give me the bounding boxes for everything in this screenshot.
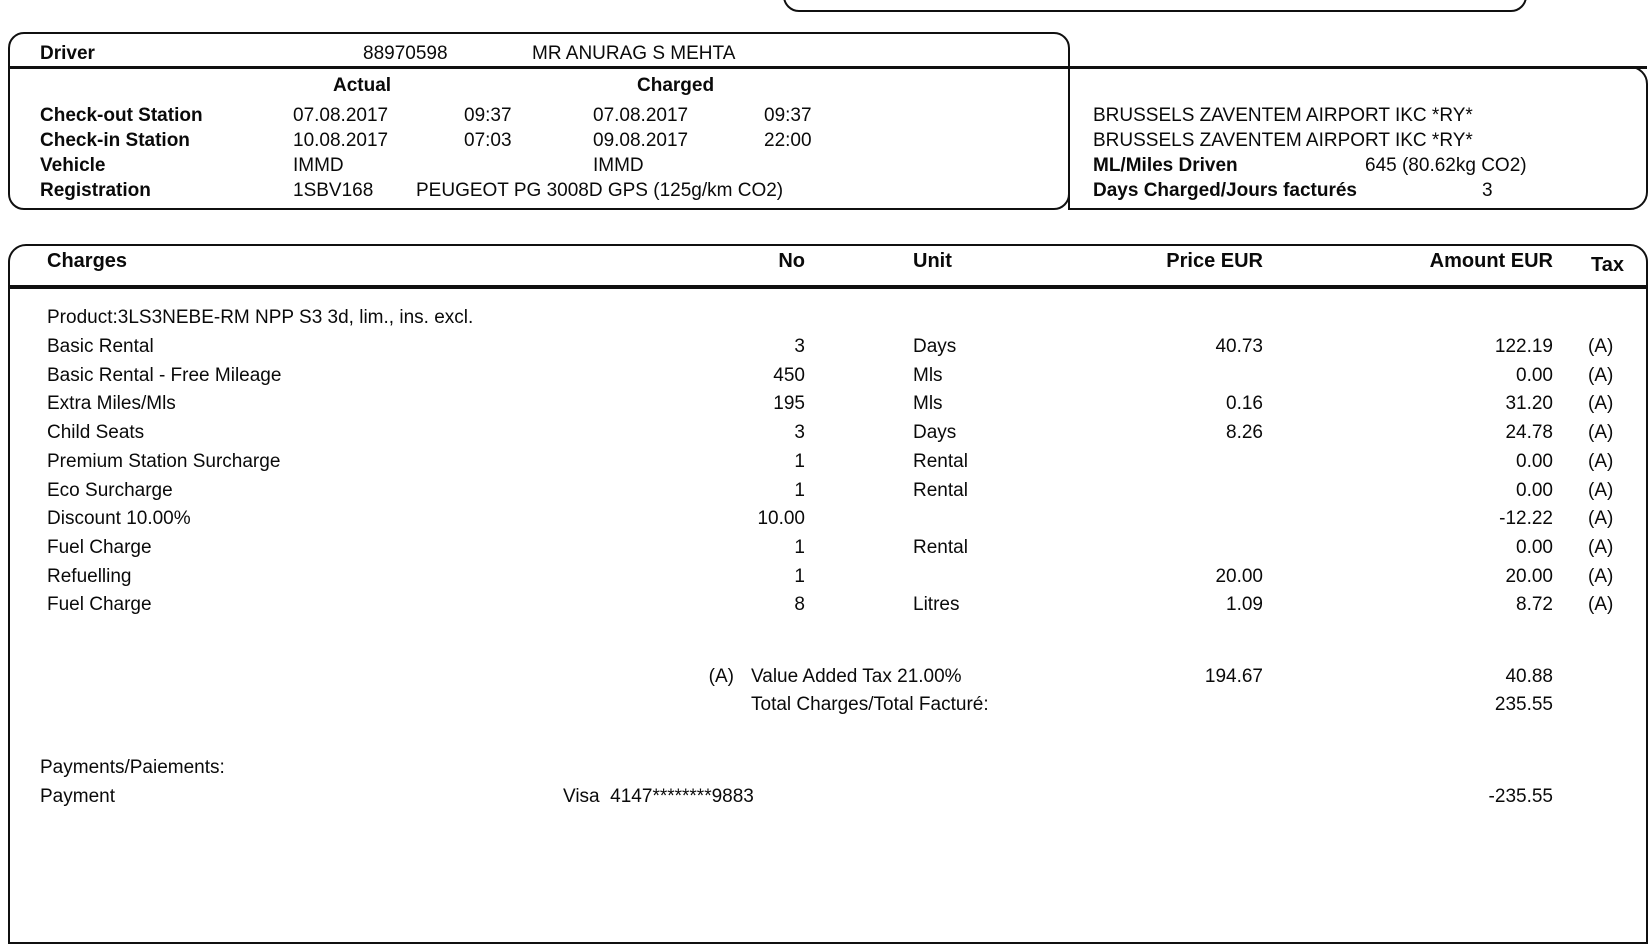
- vat-base: 194.67: [1204, 666, 1263, 687]
- charge-no: 1: [794, 480, 805, 501]
- charge-row: [0, 336, 1651, 365]
- column-header-charged: Charged: [637, 75, 715, 96]
- amount-header-label: Amount EUR: [1429, 250, 1553, 272]
- top-partial-box: [783, 0, 1527, 12]
- charge-unit: Days: [913, 422, 957, 443]
- registration-label: Registration: [40, 180, 151, 201]
- checkout-actual-time: 09:37: [464, 105, 512, 126]
- charge-no: 3: [794, 336, 805, 357]
- checkout-actual-date: 07.08.2017: [293, 105, 389, 126]
- charge-tax: (A): [1588, 422, 1614, 443]
- charge-amount: 122.19: [1494, 336, 1553, 357]
- miles-driven-value: 645 (80.62kg CO2): [1365, 155, 1527, 176]
- driver-number: 88970598: [363, 43, 448, 64]
- charge-tax: (A): [1588, 508, 1614, 529]
- charge-price: 0.16: [1226, 393, 1263, 414]
- charge-tax: (A): [1588, 336, 1614, 357]
- checkout-charged-time: 09:37: [764, 105, 812, 126]
- charge-name: Eco Surcharge: [47, 480, 173, 501]
- registration-description: PEUGEOT PG 3008D GPS (125g/km CO2): [416, 180, 784, 201]
- charge-amount: -12.22: [1499, 508, 1553, 529]
- days-charged-value: 3: [1482, 180, 1493, 201]
- vat-amount: 40.88: [1505, 666, 1553, 687]
- checkin-station-name: BRUSSELS ZAVENTEM AIRPORT IKC *RY*: [1093, 130, 1473, 151]
- charge-no: 1: [794, 537, 805, 558]
- vehicle-charged-value: IMMD: [593, 155, 644, 176]
- charge-row: [0, 566, 1651, 595]
- checkin-actual-time: 07:03: [464, 130, 512, 151]
- charge-name: Fuel Charge: [47, 594, 152, 615]
- vat-row: [0, 666, 1651, 695]
- driver-name: MR ANURAG S MEHTA: [532, 43, 736, 64]
- charge-row: [0, 480, 1651, 509]
- charge-unit: Mls: [913, 365, 943, 386]
- charge-tax: (A): [1588, 594, 1614, 615]
- charge-tax: (A): [1588, 451, 1614, 472]
- charge-price: 1.09: [1226, 594, 1263, 615]
- checkout-station-name: BRUSSELS ZAVENTEM AIRPORT IKC *RY*: [1093, 105, 1473, 126]
- charge-row: [0, 365, 1651, 394]
- checkin-charged-date: 09.08.2017: [593, 130, 689, 151]
- charge-row: [0, 594, 1651, 623]
- charge-amount: 0.00: [1516, 480, 1553, 501]
- charge-amount: 24.78: [1505, 422, 1553, 443]
- payment-label: Payment: [40, 786, 115, 807]
- days-charged-label: Days Charged/Jours facturés: [1093, 180, 1357, 201]
- charge-no: 1: [794, 451, 805, 472]
- payments-heading: Payments/Paiements:: [40, 757, 225, 778]
- vehicle-actual-value: IMMD: [293, 155, 344, 176]
- charge-name: Discount 10.00%: [47, 508, 191, 529]
- charge-unit: Mls: [913, 393, 943, 414]
- charge-unit: Litres: [913, 594, 960, 615]
- payment-amount: -235.55: [1488, 786, 1553, 807]
- column-header-actual: Actual: [333, 75, 392, 96]
- vat-tax-code: (A): [708, 666, 734, 687]
- unit-header-label: Unit: [913, 250, 952, 272]
- charge-name: Fuel Charge: [47, 537, 152, 558]
- checkout-charged-date: 07.08.2017: [593, 105, 689, 126]
- charge-name: Premium Station Surcharge: [47, 451, 281, 472]
- miles-driven-label: ML/Miles Driven: [1093, 155, 1238, 176]
- charge-amount: 0.00: [1516, 365, 1553, 386]
- charge-tax: (A): [1588, 393, 1614, 414]
- charge-no: 1: [794, 566, 805, 587]
- charge-no: 8: [794, 594, 805, 615]
- vat-label: Value Added Tax 21.00%: [751, 666, 962, 687]
- charges-header-rule: [10, 285, 1647, 289]
- tax-header-label: Tax: [1591, 254, 1624, 276]
- charge-tax: (A): [1588, 566, 1614, 587]
- charges-header-label: Charges: [47, 250, 128, 272]
- charge-amount: 8.72: [1516, 594, 1553, 615]
- charge-price: 8.26: [1226, 422, 1263, 443]
- price-header-label: Price EUR: [1166, 250, 1263, 272]
- vehicle-label: Vehicle: [40, 155, 106, 176]
- checkin-station-label: Check-in Station: [40, 130, 190, 151]
- charge-tax: (A): [1588, 365, 1614, 386]
- charge-amount: 0.00: [1516, 537, 1553, 558]
- registration-plate: 1SBV168: [293, 180, 374, 201]
- charge-unit: Rental: [913, 451, 968, 472]
- charge-no: 10.00: [757, 508, 805, 529]
- total-label: Total Charges/Total Facturé:: [751, 694, 989, 715]
- checkin-actual-date: 10.08.2017: [293, 130, 389, 151]
- payment-method: Visa 4147********9883: [563, 786, 754, 807]
- charge-unit: Rental: [913, 480, 968, 501]
- charge-tax: (A): [1588, 537, 1614, 558]
- charge-price: 40.73: [1215, 336, 1263, 357]
- driver-divider-rule: [9, 66, 1647, 69]
- charge-name: Refuelling: [47, 566, 132, 587]
- charge-row: [0, 393, 1651, 422]
- charge-no: 3: [794, 422, 805, 443]
- checkout-station-label: Check-out Station: [40, 105, 203, 126]
- charge-row: [0, 422, 1651, 451]
- product-line: Product:3LS3NEBE-RM NPP S3 3d, lim., ins. excl.: [47, 307, 474, 328]
- charge-name: Extra Miles/Mls: [47, 393, 176, 414]
- charge-price: 20.00: [1215, 566, 1263, 587]
- charge-no: 195: [773, 393, 805, 414]
- charge-amount: 0.00: [1516, 451, 1553, 472]
- driver-label: Driver: [40, 43, 95, 64]
- total-amount: 235.55: [1494, 694, 1553, 715]
- charge-unit: Rental: [913, 537, 968, 558]
- charge-row: [0, 451, 1651, 480]
- charge-amount: 20.00: [1505, 566, 1553, 587]
- charge-no: 450: [773, 365, 805, 386]
- charge-name: Basic Rental: [47, 336, 154, 357]
- charge-row: [0, 537, 1651, 566]
- charge-tax: (A): [1588, 480, 1614, 501]
- no-header-label: No: [778, 250, 805, 272]
- payment-row: [0, 786, 1651, 815]
- charge-name: Basic Rental - Free Mileage: [47, 365, 282, 386]
- charge-row: [0, 508, 1651, 537]
- checkin-charged-time: 22:00: [764, 130, 812, 151]
- total-row: [0, 694, 1651, 723]
- charge-amount: 31.20: [1505, 393, 1553, 414]
- charge-name: Child Seats: [47, 422, 145, 443]
- charge-unit: Days: [913, 336, 957, 357]
